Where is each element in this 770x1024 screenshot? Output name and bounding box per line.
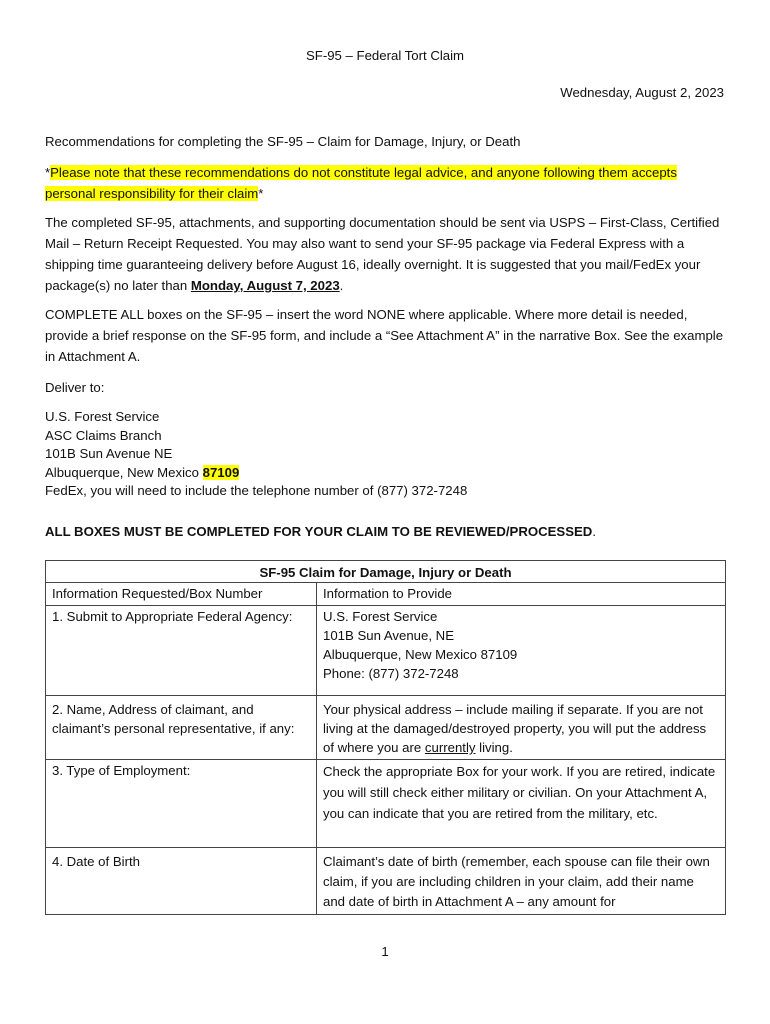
mailing-instructions [45,212,725,296]
table-title: SF-95 Claim for Damage, Injury or Death [46,561,726,583]
deadline-date: Monday, August 7, 2023 [190,278,340,293]
row-content-underlined: currently [424,740,476,755]
row-label: 1. Submit to Appropriate Federal Agency: [46,606,317,696]
row-label: 4. Date of Birth [46,848,317,915]
note-highlighted-text: Please note that these recommendations do not constitute legal advice, and anyone following them accepts personal responsibility for their claim [45,165,677,201]
row-content-text-end: living. [475,740,513,755]
address-zip: 87109 [202,464,240,480]
note-prefix: * [45,165,51,180]
document-date: Wednesday, August 2, 2023 [560,85,724,100]
address-city: Albuquerque, New Mexico [45,464,203,480]
row-content [317,696,726,760]
table-row [46,606,726,696]
complete-boxes-instructions: COMPLETE ALL boxes on the SF-95 – insert the word NONE where applicable. Where more detail is needed, provide a brief response on the SF-95 form, and include a “See Attachment A” in the narrative Box. See the example in Attachment A. [45,307,724,364]
all-boxes-warning [45,521,725,542]
document-title: SF-95 – Federal Tort Claim [305,48,465,63]
column-header-info-to-provide: Information to Provide [317,583,726,606]
fedex-note: FedEx, you will need to include the telephone number of (877) 372-7248 [45,483,468,498]
table-header-row [46,583,726,606]
row-content-line: Phone: (877) 372-7248 [323,666,459,681]
page-number: 1 [381,944,389,959]
note-suffix: * [258,186,264,201]
table-title-row [46,561,726,583]
row-content-line: 101B Sun Avenue, NE [323,628,454,643]
deadline-suffix: . [339,278,344,293]
recommendations-heading: Recommendations for completing the SF-95 – Claim for Damage, Injury, or Death [45,134,521,149]
disclaimer-note [45,162,725,204]
row-label: 3. Type of Employment: [46,760,317,848]
address-line: 101B Sun Avenue NE [45,446,173,461]
row-label: 2. Name, Address of claimant, and claimant’s personal representative, if any: [46,696,317,760]
table-row [46,848,726,915]
delivery-address [45,408,725,501]
all-boxes-suffix: . [592,524,597,539]
deliver-to-label: Deliver to: [45,380,105,395]
mailing-text: The completed SF-95, attachments, and supporting documentation should be sent via USPS – First-Class, Certified Mail – Return Receipt Requested. You may also want to send your SF-95 package via Federal Express with a shipping time guaranteeing delivery before August 16, ideally overnight. It is suggested that you mail/FedEx your package(s) no later than [45,215,720,293]
row-content: Claimant’s date of birth (remember, each spouse can file their own claim, if you are including children in your claim, add their name and date of birth in Attachment A – any amount for [317,848,726,915]
row-content-text: Your physical address – include mailing if separate. If you are not living at the damaged/destroyed property, you will put the address of where you are [323,702,707,755]
column-header-info-requested: Information Requested/Box Number [46,583,317,606]
table-row [46,760,726,848]
row-content-line: U.S. Forest Service [323,609,438,624]
table-row [46,696,726,760]
all-boxes-text: ALL BOXES MUST BE COMPLETED FOR YOUR CLAIM TO BE REVIEWED/PROCESSED [45,524,593,539]
sf95-table [45,560,726,915]
row-content: Check the appropriate Box for your work. If you are retired, indicate you will still check either military or civilian. On your Attachment A, you can indicate that you are retired from the military, etc. [317,760,726,848]
address-line: ASC Claims Branch [45,427,162,443]
address-city-line [45,464,725,483]
row-content-line: Albuquerque, New Mexico 87109 [323,647,518,662]
address-line: U.S. Forest Service [45,409,160,424]
row-content [317,606,726,696]
